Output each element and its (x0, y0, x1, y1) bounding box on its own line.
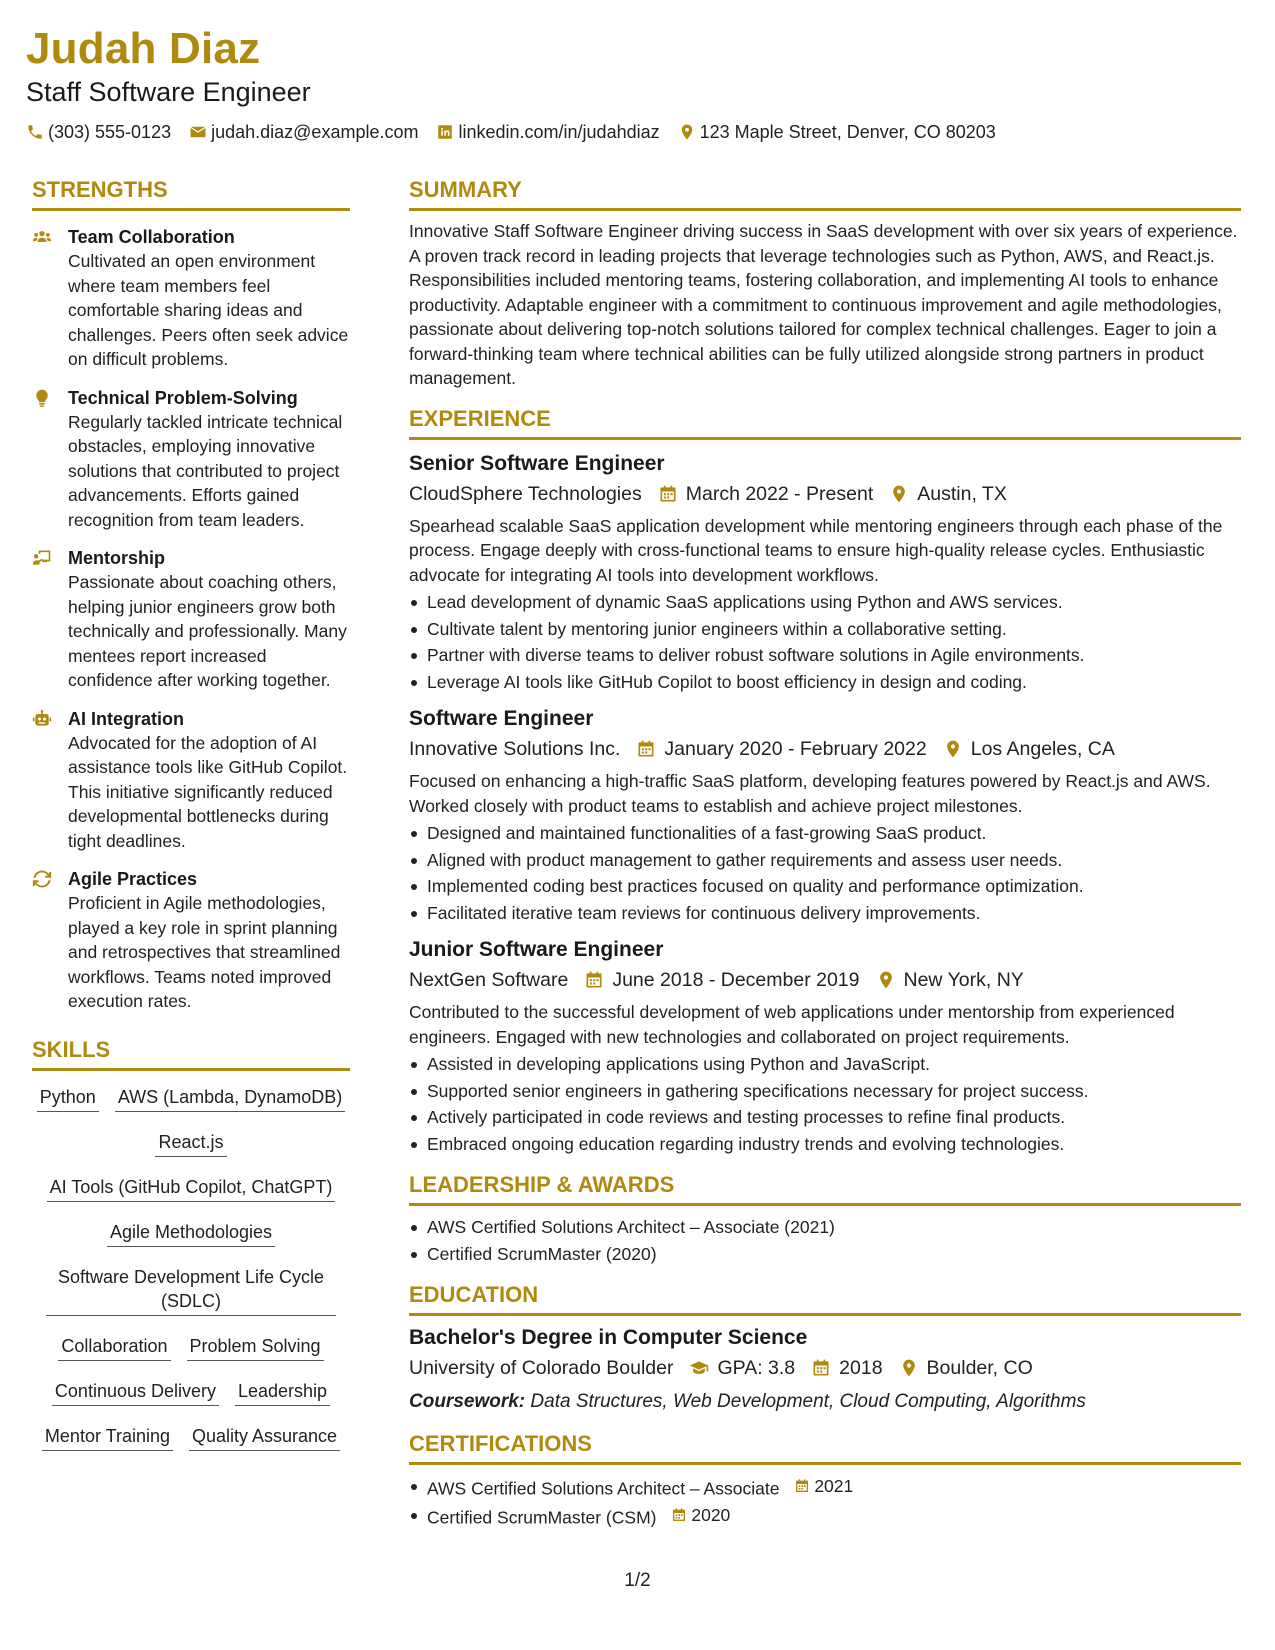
candidate-title: Staff Software Engineer (26, 77, 311, 107)
list-item: Implemented coding best practices focused on quality and performance optimization. (409, 873, 1241, 900)
list-item: Facilitated iterative team reviews for continuous delivery improvements. (409, 900, 1241, 927)
list-item: Lead development of dynamic SaaS applications using Python and AWS services. (409, 589, 1241, 616)
certifications-list (409, 1473, 1241, 1531)
list-item: Embraced ongoing education regarding industry trends and evolving technologies. (409, 1131, 1241, 1158)
job-desc: Contributed to the successful development of web applications under mentorship from experienced engineers. Engaged with new technologies and collaborated on project requirements. (409, 1002, 1175, 1047)
phone-text: (303) 555-0123 (48, 122, 172, 142)
map-pin-icon (943, 739, 963, 759)
strength-desc: Regularly tackled intricate technical obstacles, employing innovative solutions that contributed to project advancements. Efforts gained recognition from team leaders. (68, 411, 343, 530)
strength-item (32, 867, 350, 1014)
list-item: Partner with diverse teams to deliver robust software solutions in Agile environments. (409, 642, 1241, 669)
strength-title: Agile Practices (68, 869, 198, 889)
strength-item (32, 707, 350, 854)
job-title: Senior Software Engineer (409, 451, 665, 475)
job-meta (409, 966, 1241, 994)
map-pin-icon (678, 123, 696, 141)
certifications-heading: CERTIFICATIONS (409, 1430, 1241, 1465)
skill-tag: Problem Solving (187, 1330, 324, 1361)
experience-heading: EXPERIENCE (409, 405, 1241, 440)
job-dates: June 2018 - December 2019 (612, 969, 860, 991)
contact-phone (26, 120, 171, 144)
calendar-icon (671, 1507, 687, 1523)
job-bullets (409, 589, 1241, 695)
job-dates: January 2020 - February 2022 (664, 738, 927, 760)
job-desc: Spearhead scalable SaaS application development while mentoring engineers through each phase of the process. Engage deeply with cross-functional teams to ensure high-quality release cycles. Enthusiastic advocate for integrating AI tools into development workflows. (409, 515, 1223, 585)
robot-icon (32, 707, 54, 854)
strength-desc: Proficient in Agile methodologies, played a key role in sprint planning and retrospectives that streamlined workflows. Teams noted improved execution rates. (68, 893, 341, 1011)
leadership-list (409, 1214, 1241, 1267)
contact-linkedin[interactable] (436, 120, 659, 144)
cert-name: Certified ScrumMaster (CSM) (427, 1507, 657, 1527)
job-company: NextGen Software (409, 969, 569, 991)
envelope-icon (189, 123, 207, 141)
calendar-icon (636, 739, 656, 759)
certifications-section (409, 1430, 1241, 1531)
linkedin-link[interactable]: linkedin.com/in/judahdiaz (458, 122, 660, 142)
list-item: Actively participated in code reviews and testing processes to refine final products. (409, 1104, 1241, 1131)
summary-section (409, 176, 1241, 391)
education-section (409, 1281, 1241, 1416)
left-column (32, 176, 350, 1465)
graduation-year: 2018 (839, 1357, 883, 1379)
degree-title: Bachelor's Degree in Computer Science (409, 1326, 808, 1349)
education-meta (409, 1354, 1241, 1382)
job-title: Junior Software Engineer (409, 938, 664, 961)
job-title: Software Engineer (409, 707, 594, 730)
calendar-icon (584, 970, 604, 990)
list-item (409, 1473, 1241, 1502)
skill-tag: Software Development Life Cycle (SDLC) (46, 1261, 336, 1316)
job-company: Innovative Solutions Inc. (409, 738, 621, 760)
list-item: AWS Certified Solutions Architect – Associate (2021) (409, 1214, 1241, 1241)
job-entry (409, 705, 1241, 926)
strength-title: Team Collaboration (68, 227, 235, 247)
job-entry (409, 936, 1241, 1157)
skill-tag: Python (37, 1081, 99, 1112)
contact-email[interactable] (189, 120, 418, 144)
job-location: Los Angeles, CA (970, 738, 1115, 760)
users-icon (32, 225, 54, 372)
cert-year: 2021 (814, 1476, 854, 1496)
strength-desc: Cultivated an open environment where team members feel comfortable sharing ideas and challenges. Peers often seek advice on difficult problems. (68, 251, 349, 369)
summary-text: Innovative Staff Software Engineer driving success in SaaS development with over six years of experience. A proven track record in leading projects that leverage technologies such as Python, AWS, and React.js. Responsibilities included mentoring teams, fostering collaboration, and implementing AI tools to enhance productivity. Adaptable engineer with a commitment to continuous improvement and agile methodologies, passionate about delivering top-notch solutions tailored for complex technical challenges. Eager to join a forward-thinking team where technical abilities can be fully utilized alongside strong partners in product management. (409, 221, 1238, 388)
list-item: Designed and maintained functionalities of a fast-growing SaaS product. (409, 820, 1241, 847)
coursework-text: Data Structures, Web Development, Cloud Computing, Algorithms (530, 1391, 1086, 1412)
job-meta (409, 735, 1241, 763)
calendar-icon (658, 484, 678, 504)
job-location: Austin, TX (917, 482, 1007, 505)
contact-address (678, 120, 996, 144)
strength-title: AI Integration (68, 708, 184, 729)
graduation-cap-icon (689, 1358, 709, 1378)
skill-tag: Continuous Delivery (52, 1375, 219, 1406)
resume-header (26, 24, 1226, 144)
chalkboard-teacher-icon (32, 546, 54, 693)
school-location: Boulder, CO (926, 1357, 1033, 1379)
list-item: Supported senior engineers in gathering specifications necessary for project success. (409, 1078, 1241, 1105)
job-desc: Focused on enhancing a high-traffic SaaS platform, developing features powered by React.js and AWS. Worked closely with product teams to establish and achieve project milestones. (409, 771, 1211, 816)
lightbulb-icon (32, 386, 54, 533)
address-text: 123 Maple Street, Denver, CO 80203 (699, 122, 996, 142)
leadership-heading: LEADERSHIP & AWARDS (409, 1171, 1241, 1206)
job-entry (409, 450, 1241, 696)
map-pin-icon (876, 970, 896, 990)
coursework (409, 1388, 1241, 1416)
skill-tag: AWS (Lambda, DynamoDB) (115, 1081, 345, 1112)
job-bullets (409, 1051, 1241, 1157)
calendar-icon (794, 1478, 810, 1494)
cert-year: 2020 (691, 1504, 731, 1525)
cert-name: AWS Certified Solutions Architect – Associate (427, 1478, 780, 1499)
skill-tag: AI Tools (GitHub Copilot, ChatGPT) (47, 1171, 336, 1202)
job-meta (409, 480, 1241, 508)
page-number: 1/2 (624, 1570, 651, 1591)
candidate-name: Judah Diaz (26, 24, 261, 73)
skills-section (32, 1036, 350, 1465)
phone-icon (26, 123, 44, 141)
skill-tag: Quality Assurance (189, 1420, 340, 1451)
contact-bar (26, 120, 1226, 144)
strength-desc: Advocated for the adoption of AI assistance tools like GitHub Copilot. This initiative significantly reduced developmental bottlenecks during tight deadlines. (68, 732, 348, 851)
calendar-icon (811, 1358, 831, 1378)
strength-title: Technical Problem-Solving (68, 387, 298, 408)
email-link[interactable]: judah.diaz@example.com (211, 122, 419, 142)
strength-item (32, 546, 350, 693)
skill-tag: Agile Methodologies (107, 1216, 275, 1247)
job-location: New York, NY (903, 969, 1024, 991)
skills-list (32, 1079, 350, 1465)
skill-tag: Mentor Training (42, 1420, 173, 1451)
skill-tag: Collaboration (58, 1330, 170, 1361)
cert-date (671, 1502, 730, 1529)
list-item (409, 1502, 1241, 1531)
experience-section (409, 405, 1241, 1158)
list-item: Certified ScrumMaster (2020) (409, 1241, 1241, 1268)
list-item: Cultivate talent by mentoring junior engineers within a collaborative setting. (409, 616, 1241, 643)
strength-title: Mentorship (68, 548, 165, 568)
list-item: Assisted in developing applications using Python and JavaScript. (409, 1051, 1241, 1078)
gpa-text: GPA: 3.8 (717, 1357, 796, 1379)
strengths-heading: STRENGTHS (32, 176, 350, 211)
skills-heading: SKILLS (32, 1036, 350, 1071)
job-dates: March 2022 - Present (685, 482, 874, 505)
strength-item (32, 225, 350, 372)
job-company: CloudSphere Technologies (409, 482, 642, 505)
map-pin-icon (889, 484, 909, 504)
sync-icon (32, 867, 54, 1014)
job-bullets (409, 820, 1241, 926)
school-name: University of Colorado Boulder (409, 1357, 674, 1379)
map-pin-icon (899, 1358, 919, 1378)
strength-item (32, 386, 350, 533)
list-item: Leverage AI tools like GitHub Copilot to boost efficiency in design and coding. (409, 669, 1241, 696)
skill-tag: React.js (155, 1126, 226, 1157)
summary-heading: SUMMARY (409, 176, 1241, 211)
strength-desc: Passionate about coaching others, helping junior engineers grow both technically and professionally. Many mentees report increased confidence after working together. (68, 572, 347, 690)
education-heading: EDUCATION (409, 1281, 1241, 1316)
coursework-label: Coursework: (409, 1391, 526, 1412)
right-column (409, 176, 1241, 1531)
leadership-section (409, 1171, 1241, 1267)
cert-date (794, 1473, 853, 1500)
linkedin-icon (436, 123, 454, 141)
skill-tag: Leadership (235, 1375, 330, 1406)
list-item: Aligned with product management to gather requirements and assess user needs. (409, 847, 1241, 874)
